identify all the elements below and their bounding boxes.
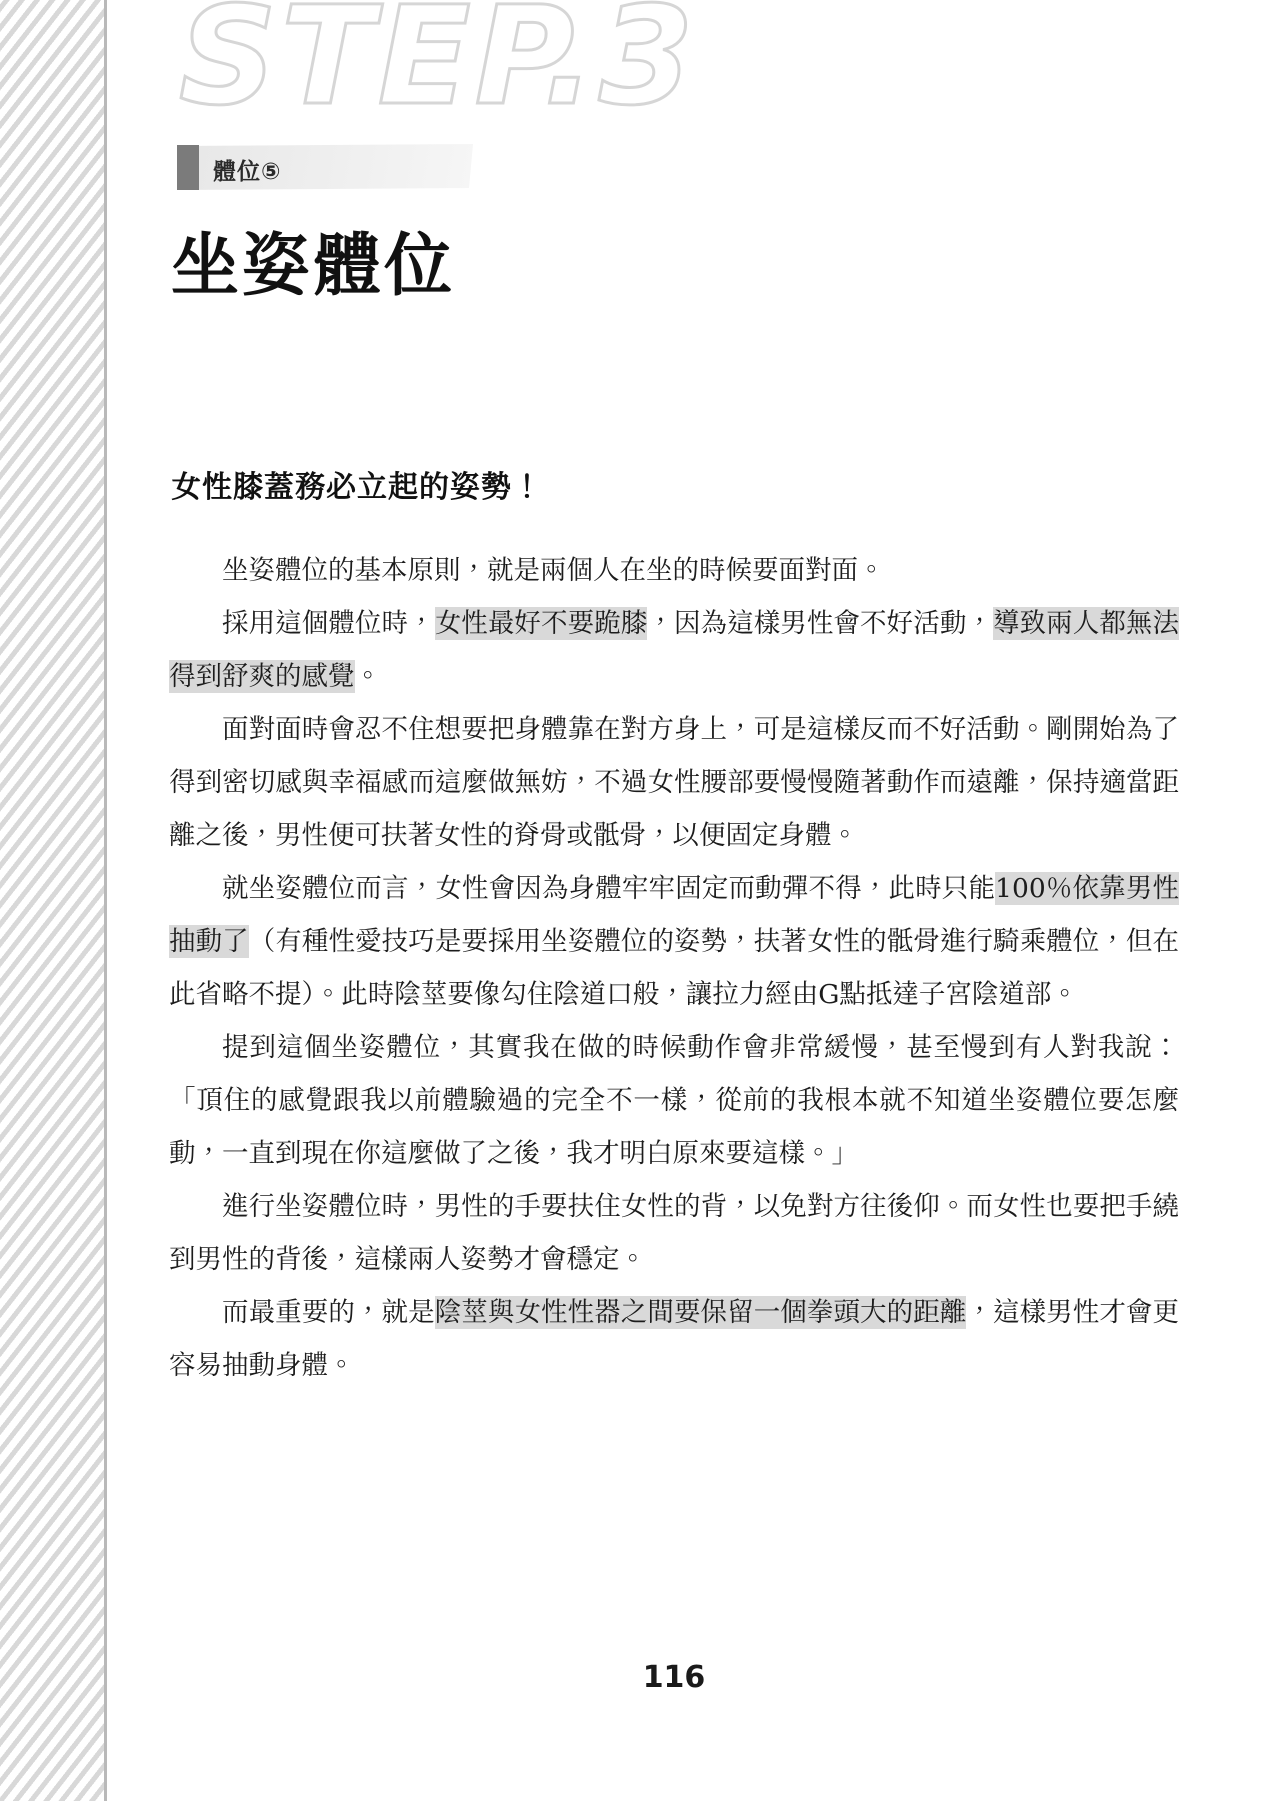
text-run: 而最重要的，就是 (222, 1297, 435, 1328)
text-run: 提到這個坐姿體位，其實我在做的時候動作會非常緩慢，甚至慢到有人對我說：「頂住的感覺跟我以前體驗過的完全不一樣，從前的我根本就不知道坐姿體位要怎麼動，一直到現在你這麼做了之後，我才明白原來要這樣。」 (169, 1032, 1179, 1169)
text-run: ，這樣男性才會更容易抽動身體。 (169, 1297, 1180, 1381)
body-text (169, 544, 1179, 1392)
section-tag-label: 體位⑤ (213, 159, 282, 185)
text-run: 坐姿體位的基本原則，就是兩個人在坐的時候要面對面。 (222, 555, 885, 586)
section-tag (177, 144, 473, 190)
text-run: 。 (354, 661, 381, 692)
page-number: 116 (642, 1660, 706, 1695)
highlighted-text: 陰莖與女性性器之間要保留一個拳頭大的距離 (434, 1297, 967, 1328)
book-page (107, 0, 1280, 1801)
body-paragraph (169, 1180, 1179, 1286)
page-title: 坐姿體位 (171, 227, 456, 306)
text-run: 進行坐姿體位時，男性的手要扶住女性的背，以免對方往後仰。而女性也要把手繞到男性的背後，這樣兩人姿勢才會穩定。 (169, 1191, 1179, 1275)
text-run: ，因為這樣男性會不好活動， (647, 608, 993, 639)
body-paragraph (169, 1021, 1179, 1180)
step-watermark: STEP.3 (179, 0, 698, 136)
body-paragraph (169, 703, 1179, 862)
decorative-left-stripes (0, 0, 104, 1801)
text-run: （有種性愛技巧是要採用坐姿體位的姿勢，扶著女性的骶骨進行騎乘體位，但在此省略不提）。此時陰莖要像勾住陰道口般，讓拉力經由G點抵達子宮陰道部。 (169, 926, 1180, 1010)
section-tag-accent-bar (177, 145, 199, 190)
highlighted-text: 女性最好不要跪膝 (434, 608, 648, 639)
body-paragraph (169, 597, 1179, 703)
text-run: 面對面時會忍不住想要把身體靠在對方身上，可是這樣反而不好活動。剛開始為了得到密切感與幸福感而這麼做無妨，不過女性腰部要慢慢隨著動作而遠離，保持適當距離之後，男性便可扶著女性的脊骨或骶骨，以便固定身體。 (169, 714, 1179, 851)
highlighted-text: 導致兩人都無法得到舒爽的感覺 (169, 608, 1180, 692)
body-paragraph (169, 1286, 1179, 1392)
text-run: 採用這個體位時， (222, 608, 435, 639)
body-paragraph (169, 862, 1179, 1021)
section-subheading: 女性膝蓋務必立起的姿勢！ (171, 470, 543, 505)
text-run: 就坐姿體位而言，女性會因為身體牢牢固定而動彈不得，此時只能 (222, 873, 996, 904)
highlighted-text: 100％依靠男性抽動了 (169, 873, 1180, 957)
body-paragraph (169, 544, 1179, 597)
